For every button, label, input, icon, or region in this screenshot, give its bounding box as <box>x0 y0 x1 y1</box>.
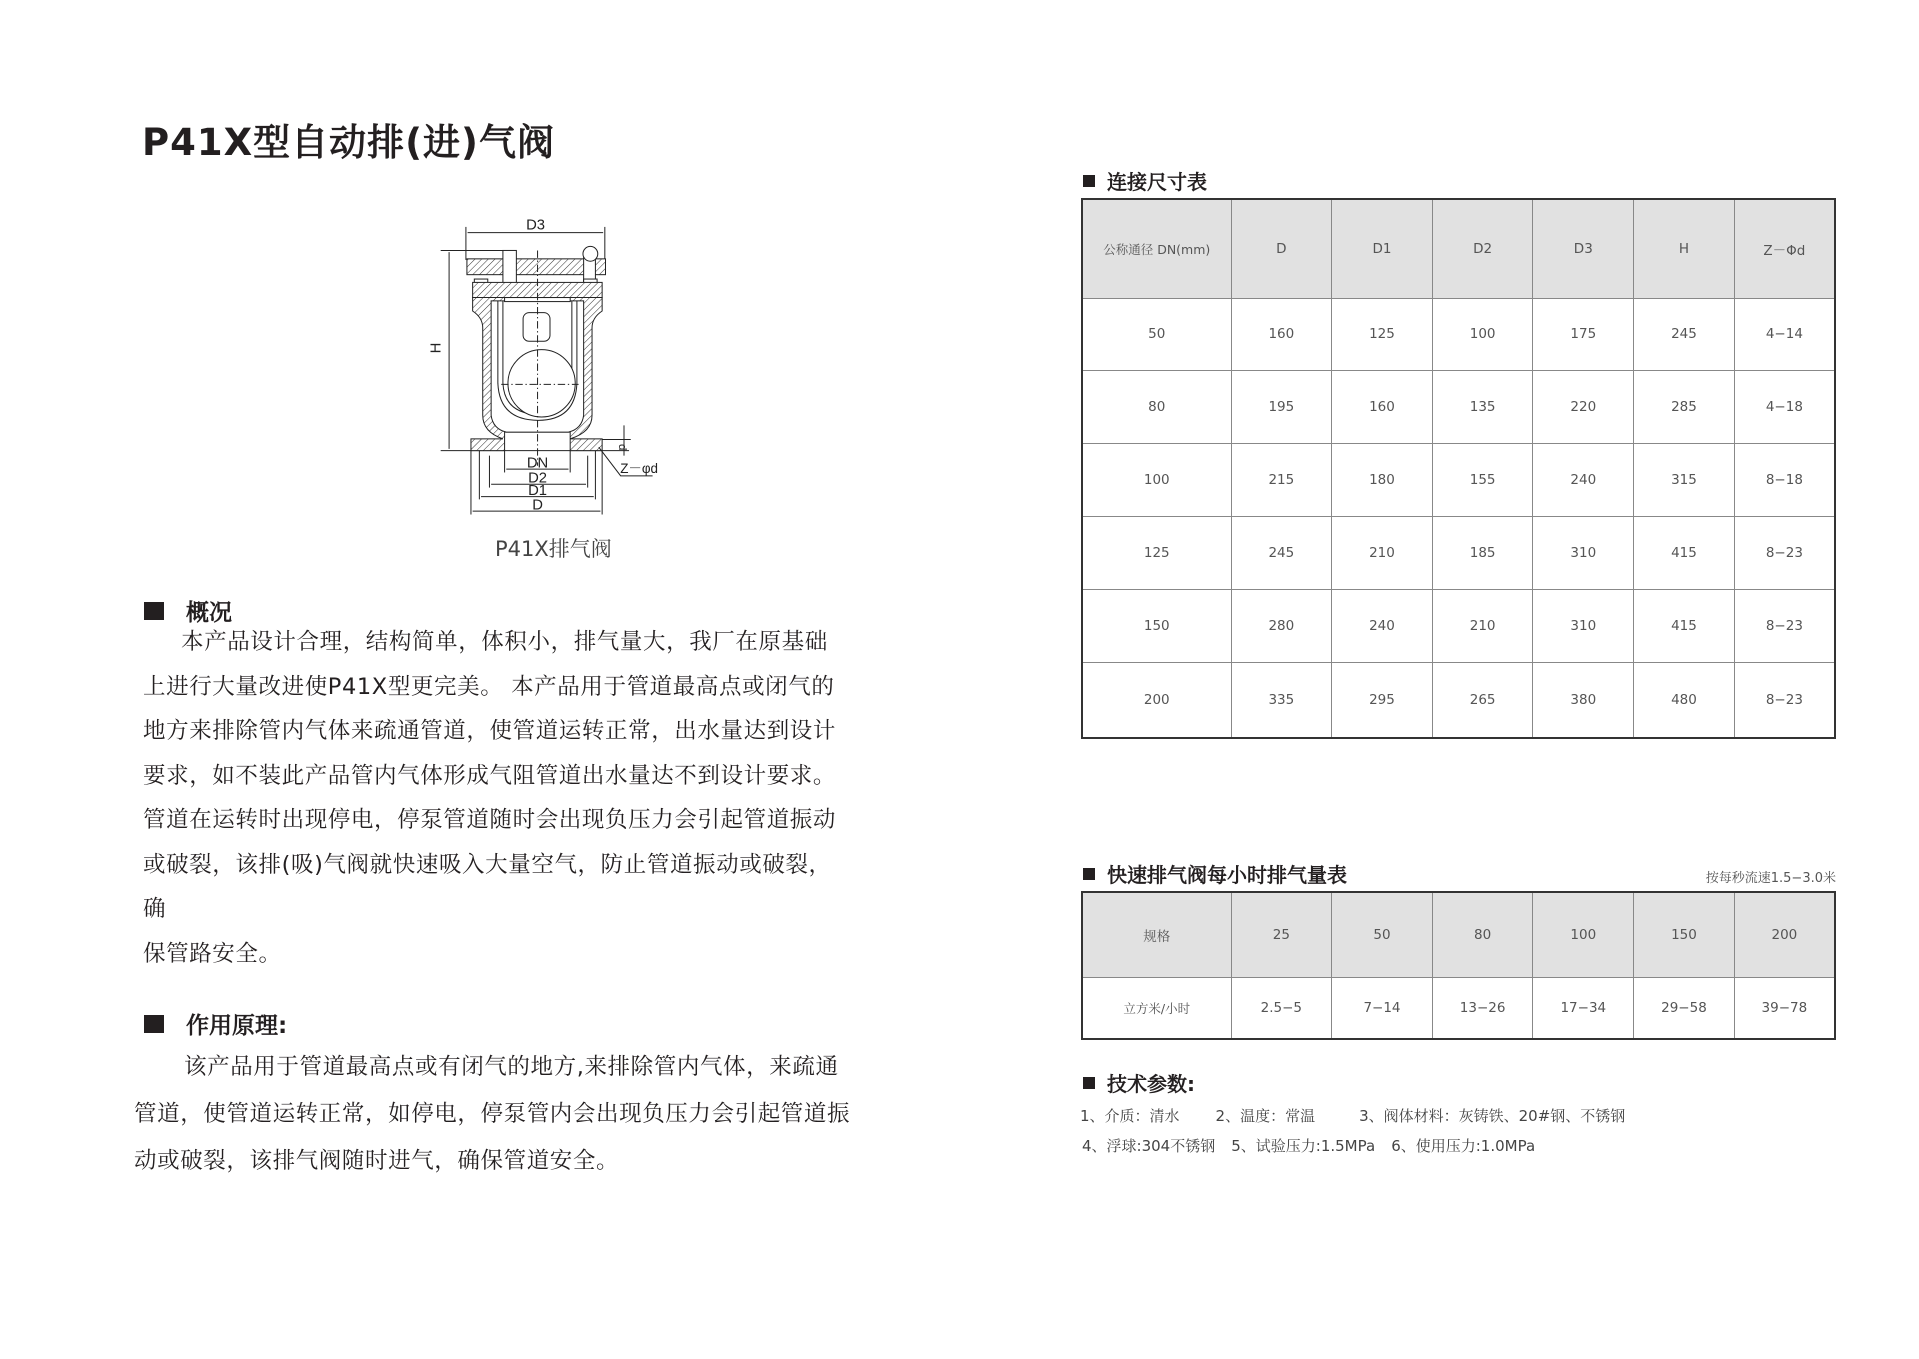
table-row: 200 335 295 265 380 480 8−23 <box>1082 663 1835 738</box>
table-row: 100 215 180 155 240 315 8−18 <box>1082 444 1835 517</box>
bullet-square-icon <box>144 602 164 620</box>
tech-line-2: 4、浮球:304不锈钢 5、试验压力:1.5MPa 6、使用压力:1.0MPa <box>1082 1137 1536 1155</box>
label-d: D <box>532 497 543 514</box>
table-row: 80 195 160 135 220 285 4−18 <box>1082 371 1835 444</box>
drawing-caption: P41X排气阀 <box>495 537 612 561</box>
overview-heading: 概况 <box>144 594 232 627</box>
table-header-row: 公称通径 DN(mm) D D1 D2 D3 H Z－Φd <box>1082 199 1835 298</box>
tech-heading: 技术参数: <box>1083 1068 1195 1097</box>
table-row: 50 160 125 100 175 245 4−14 <box>1082 298 1835 371</box>
principle-text: 该产品用于管道最高点或有闭气的地方,来排除管内气体，来疏通 管道，使管道运转正常，如停电，停泵管内会出现负压力会引起管道振 动或破裂，该排气阀随时进气，确保管道安全。 <box>134 1054 851 1174</box>
table-header-row: 规格 25 50 80 100 150 200 <box>1082 892 1835 977</box>
label-dn: DN <box>526 455 549 472</box>
label-d1: D1 <box>528 482 548 499</box>
flow-table <box>1081 891 1836 1040</box>
table-row: 立方米/小时 2.5−5 7−14 13−26 17−34 29−58 39−78 <box>1082 977 1835 1039</box>
tech-line-1: 1、介质：清水 2、温度：常温 3、阀体材料：灰铸铁、20#钢、不锈钢 <box>1080 1107 1626 1125</box>
bullet-square-icon <box>1083 175 1095 187</box>
dimensions-table <box>1081 198 1836 739</box>
label-h: H <box>428 342 445 354</box>
valve-drawing <box>420 200 680 570</box>
overview-text: 本产品设计合理，结构简单，体积小，排气量大，我厂在原基础 上进行大量改进使P41X型更完美。 本产品用于管道最高点或闭气的 地方来排除管内气体来疏通管道，使管道运转正常，出水量达到设计 要求，如不装此产品管内气体形成气阻管道出水量达不到设计要求。 管道在运转时出现停电，停泵管道随时会出现负压力会引起管道振动 或破裂，该排(吸)气阀就快速吸入大量空气，防止管道振动或破裂，确 保管路安全。 <box>143 629 837 967</box>
dimensions-heading: 连接尺寸表 <box>1083 166 1207 195</box>
label-z-phi-d: Z－φd <box>620 461 659 477</box>
label-d3: D3 <box>526 217 545 234</box>
bullet-square-icon <box>1083 868 1095 880</box>
table-row: 125 245 210 185 310 415 8−23 <box>1082 517 1835 590</box>
flow-heading: 快速排气阀每小时排气量表 <box>1083 859 1347 888</box>
label-d2: D2 <box>528 470 548 487</box>
table-row: 150 280 240 210 310 415 8−23 <box>1082 590 1835 663</box>
principle-heading: 作用原理: <box>144 1007 287 1040</box>
page-title: P41X型自动排(进)气阀 <box>142 121 555 164</box>
label-small-d: d <box>615 444 628 451</box>
bullet-square-icon <box>144 1015 164 1033</box>
bullet-square-icon <box>1083 1077 1095 1089</box>
flow-note: 按每秒流速1.5−3.0米 <box>1705 871 1836 886</box>
